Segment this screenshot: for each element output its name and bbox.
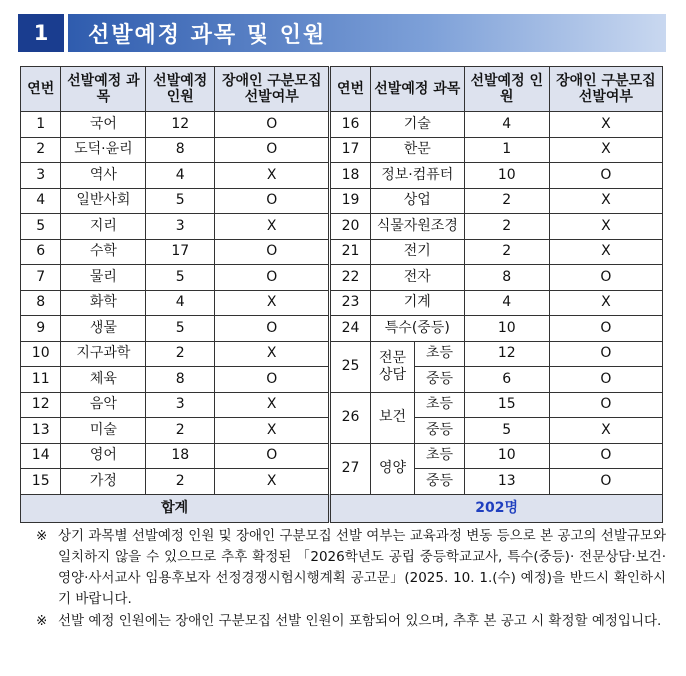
table-row (21, 112, 663, 138)
table-row (21, 137, 663, 163)
subject-name: 전기 (370, 239, 464, 265)
school-level: 초등 (415, 392, 465, 418)
notes (36, 526, 666, 633)
subject-name: 도덕·윤리 (61, 137, 146, 163)
disabled-quota-flag: O (215, 112, 330, 138)
selection-count: 10 (464, 163, 549, 189)
disabled-quota-flag: O (215, 137, 330, 163)
subject-name: 지구과학 (61, 341, 146, 367)
disabled-quota-flag: X (215, 214, 330, 240)
selection-count: 3 (146, 214, 215, 240)
disabled-quota-flag: O (549, 469, 662, 495)
row-number: 15 (21, 469, 61, 495)
disabled-quota-flag: X (549, 188, 662, 214)
row-number: 11 (21, 367, 61, 393)
subject-group-name: 전문 상담 (370, 341, 414, 392)
subject-name: 특수(중등) (370, 316, 464, 342)
selection-count: 2 (146, 418, 215, 444)
subject-name: 체육 (61, 367, 146, 393)
school-level: 초등 (415, 443, 465, 469)
subject-name: 상업 (370, 188, 464, 214)
disabled-quota-flag: X (215, 163, 330, 189)
subject-name: 수학 (61, 239, 146, 265)
selection-count: 17 (146, 239, 215, 265)
disabled-quota-flag: O (549, 316, 662, 342)
subject-name: 정보·컴퓨터 (370, 163, 464, 189)
disabled-quota-flag: O (215, 188, 330, 214)
subject-name: 역사 (61, 163, 146, 189)
school-level: 초등 (415, 341, 465, 367)
disabled-quota-flag: O (215, 239, 330, 265)
header-count: 선발예정 인원 (464, 67, 549, 112)
selection-count: 2 (464, 239, 549, 265)
selection-count: 4 (146, 163, 215, 189)
disabled-quota-flag: X (215, 418, 330, 444)
row-number: 1 (21, 112, 61, 138)
row-number: 17 (330, 137, 370, 163)
row-number: 2 (21, 137, 61, 163)
disabled-quota-flag: X (215, 341, 330, 367)
total-value: 202명 (330, 494, 663, 522)
section-title: 선발예정 과목 및 인원 (68, 14, 666, 52)
subject-name: 기계 (370, 290, 464, 316)
note-text: 선발 예정 인원에는 장애인 구분모집 선발 인원이 포함되어 있으며, 추후 본 공고 시 확정할 예정입니다. (58, 613, 662, 629)
subject-name: 일반사회 (61, 188, 146, 214)
header-disabled: 장애인 구분모집 선발여부 (549, 67, 662, 112)
selection-count: 8 (464, 265, 549, 291)
row-number: 3 (21, 163, 61, 189)
disabled-quota-flag: O (549, 443, 662, 469)
subject-name: 국어 (61, 112, 146, 138)
header-subject: 선발예정 과목 (370, 67, 464, 112)
total-label: 합계 (21, 494, 330, 522)
disabled-quota-flag: X (215, 290, 330, 316)
selection-count: 12 (146, 112, 215, 138)
row-number: 8 (21, 290, 61, 316)
row-number: 7 (21, 265, 61, 291)
selection-count: 5 (146, 265, 215, 291)
table-row (21, 163, 663, 189)
table-row (21, 341, 663, 367)
selection-count: 5 (464, 418, 549, 444)
row-number: 9 (21, 316, 61, 342)
disabled-quota-flag: O (215, 316, 330, 342)
row-number: 13 (21, 418, 61, 444)
row-number: 16 (330, 112, 370, 138)
disabled-quota-flag: O (549, 265, 662, 291)
selection-count: 18 (146, 443, 215, 469)
header-no: 연번 (330, 67, 370, 112)
school-level: 중등 (415, 418, 465, 444)
row-number: 22 (330, 265, 370, 291)
subject-group-name: 보건 (370, 392, 414, 443)
disabled-quota-flag: X (215, 392, 330, 418)
table-row (21, 443, 663, 469)
disabled-quota-flag: O (549, 367, 662, 393)
row-number: 14 (21, 443, 61, 469)
row-number: 6 (21, 239, 61, 265)
note-text: 상기 과목별 선발예정 인원 및 장애인 구분모집 선발 여부는 교육과정 변동 등으로 본 공고의 선발규모와 일치하지 않을 수 있으므로 추후 확정된 「2026학년도 공립 중등학교교사, 특수(중등)· 전문상담·보건·영양·사서교사 임용후보자 선정경쟁시험시행계획 공고문」(2025. 10. 1.(수) 예정)을 반드시 확인하시기 바랍니다. (58, 528, 666, 607)
row-number: 24 (330, 316, 370, 342)
total-row (21, 494, 663, 522)
note-item (36, 526, 666, 610)
selection-count: 4 (464, 290, 549, 316)
note-mark: ※ (36, 528, 48, 544)
selection-count: 5 (146, 188, 215, 214)
note-mark: ※ (36, 613, 48, 629)
header-no: 연번 (21, 67, 61, 112)
selection-count: 13 (464, 469, 549, 495)
row-number: 26 (330, 392, 370, 443)
disabled-quota-flag: X (549, 112, 662, 138)
subject-name: 기술 (370, 112, 464, 138)
note-item (36, 611, 666, 632)
disabled-quota-flag: O (549, 392, 662, 418)
selection-count: 10 (464, 443, 549, 469)
row-number: 19 (330, 188, 370, 214)
table-row (21, 265, 663, 291)
row-number: 20 (330, 214, 370, 240)
disabled-quota-flag: O (215, 367, 330, 393)
table-row (21, 188, 663, 214)
selection-count: 2 (146, 341, 215, 367)
section-number: 1 (18, 14, 64, 52)
disabled-quota-flag: O (549, 341, 662, 367)
subject-name: 화학 (61, 290, 146, 316)
selection-count: 15 (464, 392, 549, 418)
header-disabled: 장애인 구분모집 선발여부 (215, 67, 330, 112)
subject-name: 생물 (61, 316, 146, 342)
subject-name: 음악 (61, 392, 146, 418)
table-row (21, 214, 663, 240)
disabled-quota-flag: X (549, 290, 662, 316)
table-row (21, 239, 663, 265)
row-number: 23 (330, 290, 370, 316)
section-header (18, 14, 666, 52)
disabled-quota-flag: X (549, 418, 662, 444)
selection-count: 6 (464, 367, 549, 393)
subject-name: 한문 (370, 137, 464, 163)
row-number: 10 (21, 341, 61, 367)
selection-count: 4 (146, 290, 215, 316)
row-number: 25 (330, 341, 370, 392)
disabled-quota-flag: O (215, 265, 330, 291)
selection-count: 1 (464, 137, 549, 163)
row-number: 18 (330, 163, 370, 189)
subject-name: 물리 (61, 265, 146, 291)
row-number: 12 (21, 392, 61, 418)
school-level: 중등 (415, 367, 465, 393)
selection-count: 2 (464, 214, 549, 240)
row-number: 21 (330, 239, 370, 265)
subject-name: 식물자원조경 (370, 214, 464, 240)
disabled-quota-flag: X (549, 214, 662, 240)
school-level: 중등 (415, 469, 465, 495)
disabled-quota-flag: O (215, 443, 330, 469)
subject-name: 전자 (370, 265, 464, 291)
selection-count: 10 (464, 316, 549, 342)
selection-count: 8 (146, 137, 215, 163)
subject-name: 영어 (61, 443, 146, 469)
header-row (21, 67, 663, 112)
table-row (21, 316, 663, 342)
selection-count: 8 (146, 367, 215, 393)
row-number: 27 (330, 443, 370, 494)
disabled-quota-flag: X (549, 239, 662, 265)
row-number: 5 (21, 214, 61, 240)
selection-count: 5 (146, 316, 215, 342)
header-subject: 선발예정 과목 (61, 67, 146, 112)
disabled-quota-flag: X (549, 137, 662, 163)
selection-count: 3 (146, 392, 215, 418)
disabled-quota-flag: O (549, 163, 662, 189)
selection-table (20, 66, 663, 523)
table-row (21, 392, 663, 418)
header-count: 선발예정 인원 (146, 67, 215, 112)
disabled-quota-flag: X (215, 469, 330, 495)
row-number: 4 (21, 188, 61, 214)
selection-count: 12 (464, 341, 549, 367)
selection-count: 2 (146, 469, 215, 495)
selection-count: 2 (464, 188, 549, 214)
table-row (21, 290, 663, 316)
selection-count: 4 (464, 112, 549, 138)
subject-name: 지리 (61, 214, 146, 240)
subject-name: 가정 (61, 469, 146, 495)
subject-name: 미술 (61, 418, 146, 444)
subject-group-name: 영양 (370, 443, 414, 494)
